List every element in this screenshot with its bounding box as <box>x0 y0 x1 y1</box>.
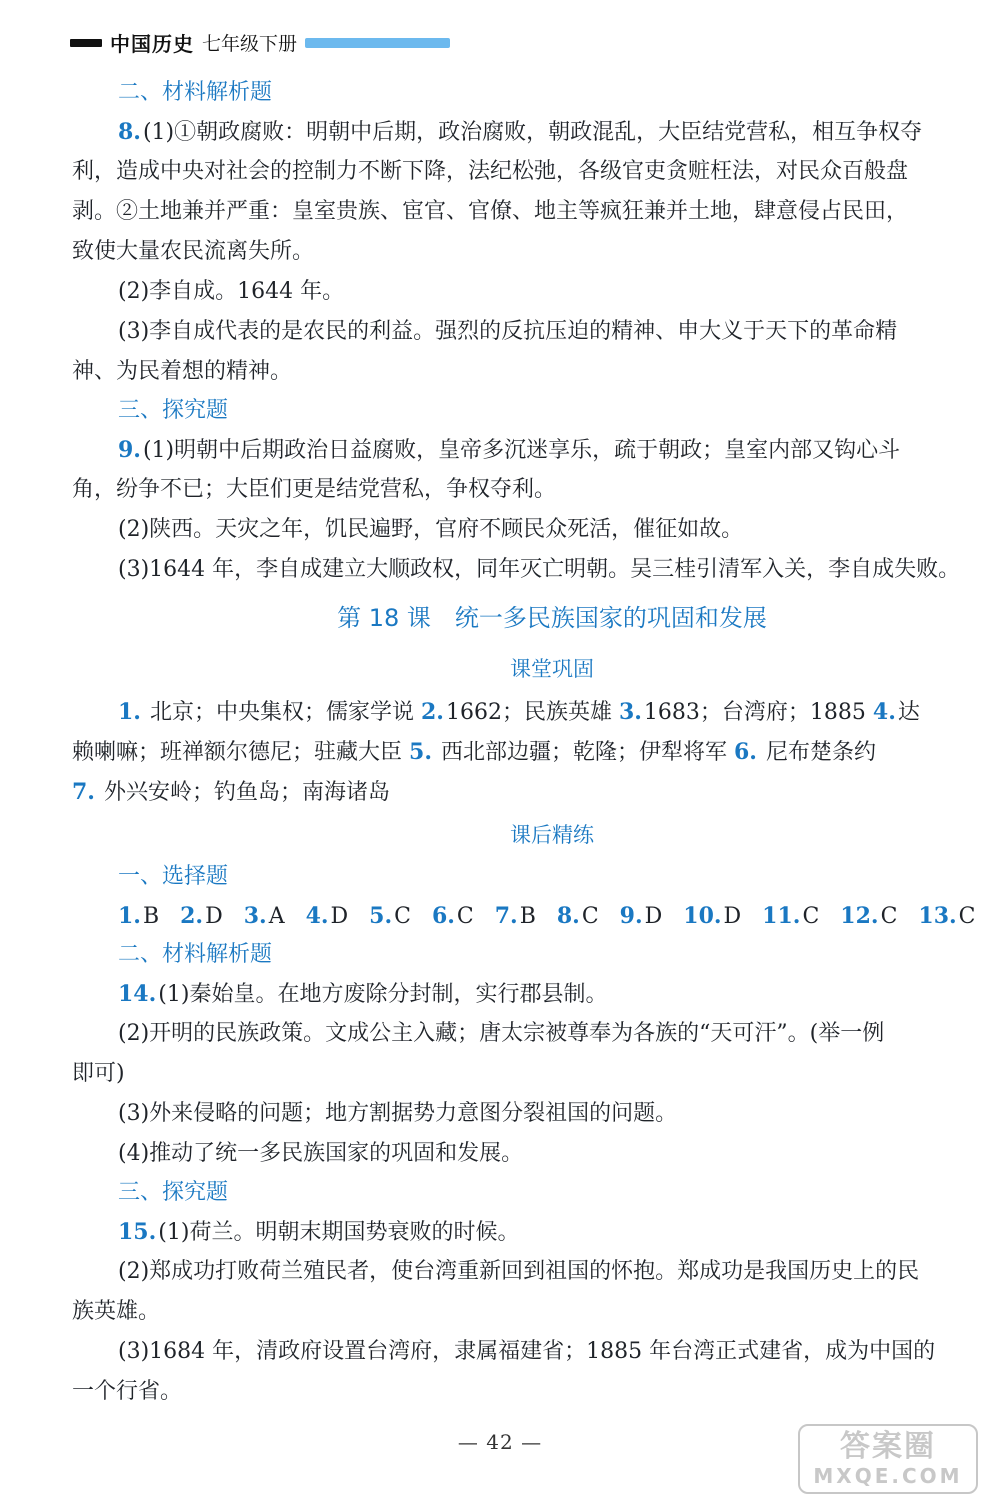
question-14-line-4: (3)外来侵略的问题；地方割据势力意图分裂祖国的问题。 <box>118 1101 678 1126</box>
header-subtitle: 七年级下册 <box>202 33 298 55</box>
question-9-line-4: (3)1644 年，李自成建立大顺政权，同年灭亡明朝。吴三桂引清军入关，李自成失败。 <box>118 557 961 582</box>
answer-text: (1)荷兰。明朝末期国势衰败的时候。 <box>158 1220 520 1245</box>
choice-number: 2. <box>180 903 204 929</box>
answer-content <box>72 74 986 1412</box>
answer-text: 北京；中央集权；儒家学说 <box>149 700 414 725</box>
question-15-line-5: 一个行省。 <box>72 1379 183 1404</box>
answer-number: 7. <box>72 779 95 805</box>
choice-number: 12. <box>840 903 879 929</box>
answer-text: 西北部边疆；乾隆；伊犁将军 <box>440 740 727 765</box>
question-8 <box>72 112 986 392</box>
question-9-line-1 <box>118 430 986 470</box>
question-8-line-6: (3)李自成代表的是农民的利益。强烈的反抗压迫的精神、申大义于天下的革命精 <box>118 319 898 344</box>
question-15-line-3: 族英雄。 <box>72 1299 161 1324</box>
header-black-bar <box>70 39 102 47</box>
choice-number: 7. <box>494 903 518 929</box>
question-14-line-2: (2)开明的民族政策。文成公主入藏；唐太宗被尊奉为各族的“天可汗”。(举一例 <box>118 1021 885 1046</box>
question-14-line-5: (4)推动了统一多民族国家的巩固和发展。 <box>118 1141 524 1166</box>
choice-answer: B <box>142 904 160 929</box>
answer-text: 外兴安岭；钓鱼岛；南海诸岛 <box>103 780 390 805</box>
question-8-line-7: 神、为民着想的精神。 <box>72 359 293 384</box>
page-number: — 42 — <box>457 1430 543 1454</box>
choice-answer: D <box>644 904 663 929</box>
watermark-top-text: 答案圈 <box>840 1429 936 1464</box>
question-8-line-5: (2)李自成。1644 年。 <box>118 279 345 304</box>
choice-answer: C <box>802 904 820 929</box>
choice-number: 9. <box>619 903 643 929</box>
section-inquiry: 三、探究题 <box>118 398 229 423</box>
choice-answer: C <box>581 904 599 929</box>
choice-answer-line <box>118 896 986 936</box>
lesson-title: 第 18 课 统一多民族国家的巩固和发展 <box>337 604 767 632</box>
question-number: 14. <box>118 981 157 1007</box>
question-8-line-1 <box>118 112 986 152</box>
header-title: 中国历史 <box>110 32 194 56</box>
header-blue-strip <box>305 38 450 48</box>
question-8-line-3: 剥。②土地兼并严重：皇室贵族、宦官、官僚、地主等疯狂兼并土地，肆意侵占民田， <box>72 199 909 224</box>
answer-text: (1)秦始皇。在地方废除分封制，实行郡县制。 <box>158 982 608 1007</box>
choice-answer: C <box>394 904 411 929</box>
choice-answer: B <box>519 904 536 929</box>
classroom-answer-line-2 <box>72 732 986 772</box>
classroom-answers <box>72 692 986 812</box>
answer-number: 2. <box>420 699 444 725</box>
choice-answer: D <box>723 904 742 929</box>
question-14-line-1 <box>118 974 986 1014</box>
site-watermark <box>798 1424 978 1494</box>
answer-text: 达 <box>897 700 920 725</box>
question-9 <box>72 430 986 590</box>
answer-number: 4. <box>872 699 896 725</box>
page-header <box>70 28 450 57</box>
section-inquiry-2: 三、探究题 <box>118 1180 229 1205</box>
question-15-line-1 <box>118 1212 986 1252</box>
question-15-line-2: (2)郑成功打败荷兰殖民者，使台湾重新回到祖国的怀抱。郑成功是我国历史上的民 <box>118 1259 920 1284</box>
choice-number: 3. <box>243 903 267 929</box>
section-multiple-choice: 一、选择题 <box>118 864 229 889</box>
question-14-line-3: 即可) <box>72 1061 125 1086</box>
choice-answer: A <box>268 904 285 929</box>
choice-number: 1. <box>118 903 141 929</box>
choice-number: 6. <box>431 903 455 929</box>
answer-text: 1683；台湾府；1885 <box>643 700 866 725</box>
question-8-line-2: 利，造成中央对社会的控制力不断下降，法纪松弛，各级官吏贪赃枉法，对民众百般盘 <box>72 159 909 184</box>
question-8-line-4: 致使大量农民流离失所。 <box>72 239 315 264</box>
answer-text: 赖喇嘛；班禅额尔德尼；驻藏大臣 <box>72 740 403 765</box>
section-material-analysis-2: 二、材料解析题 <box>118 942 273 967</box>
question-15-line-4: (3)1684 年，清政府设置台湾府，隶属福建省；1885 年台湾正式建省，成为中国的 <box>118 1339 936 1364</box>
choice-number: 8. <box>556 903 580 929</box>
question-number: 9. <box>118 437 141 463</box>
question-15 <box>72 1212 986 1412</box>
classroom-consolidation-title: 课堂巩固 <box>510 657 594 681</box>
question-9-line-2: 角，纷争不已；大臣们更是结党营私，争权夺利。 <box>72 477 557 502</box>
choice-number: 11. <box>762 903 801 929</box>
classroom-answer-line-1 <box>118 692 986 732</box>
choice-number: 13. <box>918 903 957 929</box>
answer-text: (1)①朝政腐败：明朝中后期，政治腐败，朝政混乱，大臣结党营私，相互争权夺 <box>142 120 923 145</box>
answer-text: 1662；民族英雄 <box>445 700 612 725</box>
choice-answer: D <box>205 904 223 929</box>
choice-answer: C <box>456 904 474 929</box>
choice-number: 10. <box>683 903 722 929</box>
choice-answer: C <box>958 904 976 929</box>
watermark-bottom-text: MXQE.COM <box>813 1464 963 1488</box>
question-9-line-3: (2)陕西。天灾之年，饥民遍野，官府不顾民众死活，催征如故。 <box>118 517 744 542</box>
choice-number: 5. <box>369 903 393 929</box>
answer-text: 尼布楚条约 <box>765 740 876 765</box>
question-number: 8. <box>118 119 141 145</box>
answer-number: 1. <box>118 699 141 725</box>
answer-text: (1)明朝中后期政治日益腐败，皇帝多沉迷享乐，疏于朝政；皇室内部又钩心斗 <box>142 438 901 463</box>
question-number: 15. <box>118 1219 157 1245</box>
answer-number: 3. <box>618 699 642 725</box>
choice-answer: C <box>880 904 898 929</box>
question-14 <box>72 974 986 1174</box>
choice-answer: D <box>330 904 349 929</box>
choice-number: 4. <box>305 903 329 929</box>
answer-number: 5. <box>409 739 432 765</box>
answer-number: 6. <box>734 739 757 765</box>
classroom-answer-line-3 <box>72 772 986 812</box>
after-class-practice-title: 课后精练 <box>510 823 594 847</box>
multiple-choice-answers <box>118 896 986 936</box>
section-material-analysis: 二、材料解析题 <box>118 80 273 105</box>
